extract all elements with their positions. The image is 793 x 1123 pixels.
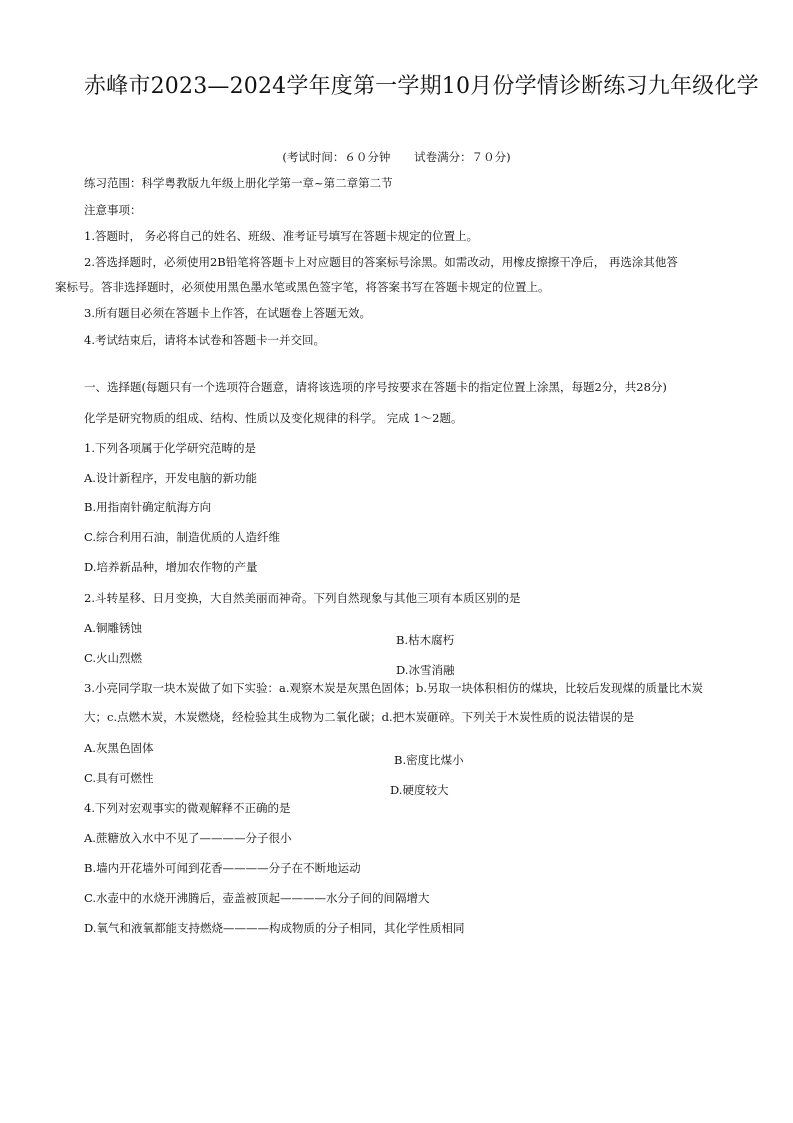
- question-3-stem-continued: 大；c.点燃木炭，木炭燃烧，经检验其生成物为二氧化碳；d.把木炭砸碎。下列关于木炭性质的说法错误的是: [84, 710, 635, 724]
- question-4-option-d: D.氧气和液氧都能支持燃烧————构成物质的分子相同，其化学性质相同: [84, 921, 465, 935]
- section-title: 一、选择题(每题只有一个选项符合题意，请将该选项的序号按要求在答题卡的指定位置上涂黑，每题2分，共28分): [84, 380, 667, 394]
- question-1-option-d: D.培养新品种，增加农作物的产量: [84, 560, 258, 574]
- notice-item: 3.所有题目必须在答题卡上作答，在试题卷上答题无效。: [84, 306, 371, 320]
- question-3-option-a: A.灰黑色固体: [84, 741, 154, 755]
- question-4-stem: 4.下列对宏观事实的微观解释不正确的是: [84, 801, 291, 815]
- question-3-option-d: D.硬度较大: [390, 782, 449, 797]
- question-2-option-c: C.火山烈燃: [84, 651, 143, 665]
- notice-item: 2.答选择题时，必须使用2B铅笔将答题卡上对应题目的答案标号涂黑。如需改动，用橡皮擦擦干净后， 再选涂其他答: [84, 255, 678, 269]
- question-4-option-c: C.水壶中的水烧开沸腾后，壶盖被顶起————水分子间的间隔增大: [84, 891, 430, 905]
- page-title: 赤峰市2023—2024学年度第一学期10月份学情诊断练习九年级化学: [84, 74, 759, 99]
- question-1-option-c: C.综合利用石油，制造优质的人造纤维: [84, 530, 281, 544]
- question-1-option-a: A.设计新程序，开发电脑的新功能: [84, 471, 257, 485]
- question-4-option-a: A.蔗糖放入水中不见了————分子很小: [84, 831, 292, 845]
- notice-title: 注意事项：: [84, 203, 142, 217]
- question-2-option-a: A.铜雕锈蚀: [84, 621, 142, 635]
- section-intro: 化学是研究物质的组成、结构、性质以及变化规律的科学。 完成 1～2题。: [84, 411, 463, 425]
- exam-score: 试卷满分：７０分): [414, 150, 511, 164]
- exam-info: [0, 149, 793, 165]
- question-4-option-b: B.墙内开花墙外可闻到花香————分子在不断地运动: [84, 861, 361, 875]
- question-2-option-d: D.冰雪消融: [396, 662, 455, 677]
- question-1-option-b: B.用指南针确定航海方向: [84, 500, 212, 514]
- question-3-stem: 3.小亮同学取一块木炭做了如下实验：a.观察木炭是灰黑色固体；b.另取一块体积相仿的煤块，比较后发现煤的质量比木炭: [84, 681, 703, 695]
- notice-item: 4.考试结束后，请将本试卷和答题卡一并交回。: [84, 333, 325, 347]
- question-3-option-b: B.密度比煤小: [394, 752, 464, 767]
- question-3-option-c: C.具有可燃性: [84, 771, 154, 785]
- scope-text: 练习范围：科学粤教版九年级上册化学第一章~第二章第二节: [84, 176, 393, 190]
- question-2-option-b: B.枯木腐朽: [396, 632, 455, 647]
- exam-time: (考试时间：６０分钟: [282, 150, 391, 164]
- notice-item: 案标号。答非选择题时，必须使用黑色墨水笔或黑色签字笔，将答案书写在答题卡规定的位置上。: [55, 280, 550, 294]
- question-2-stem: 2.斗转星移、日月变换，大自然美丽而神奇。下列自然现象与其他三项有本质区别的是: [84, 591, 521, 605]
- question-1-stem: 1.下列各项属于化学研究范畴的是: [84, 441, 256, 455]
- notice-item: 1.答题时， 务必将自己的姓名、班级、准考证号填写在答题卡规定的位置上。: [84, 229, 479, 243]
